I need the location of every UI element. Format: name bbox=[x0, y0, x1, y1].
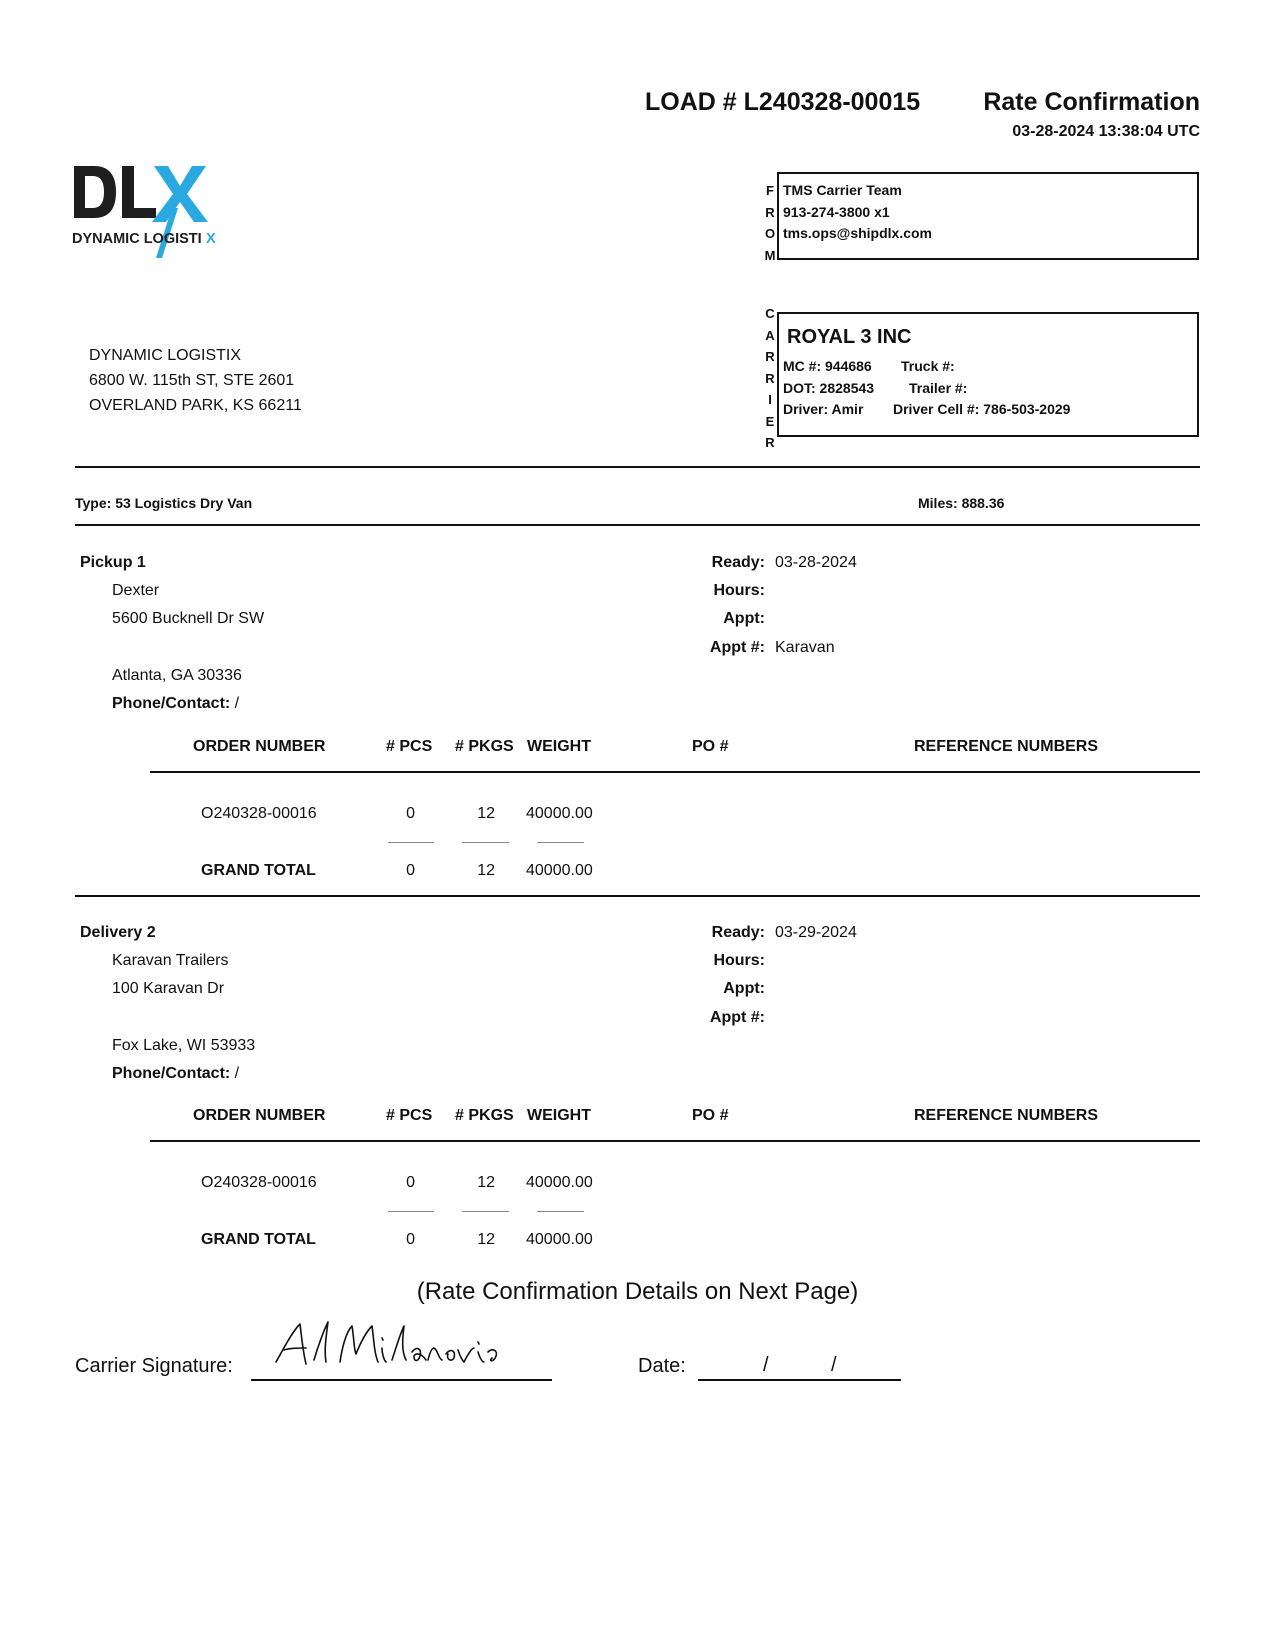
date-line bbox=[698, 1379, 901, 1381]
logo-tagline: DYNAMIC LOGISTI bbox=[72, 231, 202, 247]
subtotal-rule bbox=[537, 1211, 584, 1212]
load-number: LOAD # L240328-00015 bbox=[645, 88, 921, 116]
ready-value: 03-29-2024 bbox=[775, 924, 857, 941]
ready-label: Ready: bbox=[711, 924, 765, 941]
subtotal-rule bbox=[537, 842, 584, 843]
ready-value: 03-28-2024 bbox=[775, 554, 857, 571]
document-title: Rate Confirmation bbox=[983, 88, 1200, 116]
carrier-mc: MC #: 944686 bbox=[783, 358, 872, 374]
table-rule bbox=[150, 1140, 1200, 1142]
appt-number-value: Karavan bbox=[775, 639, 835, 656]
date-slash: / bbox=[763, 1354, 769, 1376]
from-email: tms.ops@shipdlx.com bbox=[783, 225, 933, 241]
col-pcs: # PCS bbox=[386, 738, 433, 755]
divider bbox=[75, 466, 1200, 468]
company-city: OVERLAND PARK, KS 66211 bbox=[89, 397, 302, 414]
grand-total-label: GRAND TOTAL bbox=[201, 1231, 316, 1248]
subtotal-rule bbox=[388, 1211, 434, 1212]
total-pcs: 0 bbox=[406, 1231, 415, 1248]
stop-street: 5600 Bucknell Dr SW bbox=[112, 610, 265, 627]
carrier-driver: Driver: Amir bbox=[783, 401, 864, 417]
company-address bbox=[89, 343, 302, 418]
company-street: 6800 W. 115th ST, STE 2601 bbox=[89, 372, 295, 389]
col-po: PO # bbox=[692, 738, 729, 755]
carrier-signature bbox=[270, 1318, 500, 1376]
stop-city: Fox Lake, WI 53933 bbox=[112, 1037, 256, 1054]
col-reference-numbers: REFERENCE NUMBERS bbox=[914, 738, 1099, 755]
subtotal-rule bbox=[462, 842, 509, 843]
order-pcs: 0 bbox=[406, 1174, 415, 1191]
svg-text:X: X bbox=[206, 231, 216, 247]
stop-title: Pickup 1 bbox=[80, 554, 146, 571]
carrier-side-label: C A R R I E R bbox=[765, 306, 775, 450]
stop-phone-contact: Phone/Contact: / bbox=[112, 1065, 240, 1082]
carrier-dot: DOT: 2828543 bbox=[783, 380, 875, 396]
col-order-number: ORDER NUMBER bbox=[193, 1107, 326, 1124]
stop-phone-contact: Phone/Contact: / bbox=[112, 695, 240, 712]
carrier-driver-cell: Driver Cell #: 786-503-2029 bbox=[893, 401, 1071, 417]
order-pkgs: 12 bbox=[477, 805, 495, 822]
appt-number-label: Appt #: bbox=[709, 639, 765, 656]
date-slash: / bbox=[831, 1354, 837, 1376]
hours-label: Hours: bbox=[713, 952, 765, 969]
company-name: DYNAMIC LOGISTIX bbox=[89, 347, 242, 364]
order-number: O240328-00016 bbox=[201, 1174, 317, 1191]
col-weight: WEIGHT bbox=[527, 1107, 591, 1124]
grand-total-label: GRAND TOTAL bbox=[201, 862, 316, 879]
miles: Miles: 888.36 bbox=[918, 495, 1005, 511]
col-pkgs: # PKGS bbox=[455, 1107, 514, 1124]
order-weight: 40000.00 bbox=[526, 805, 593, 822]
carrier-name: ROYAL 3 INC bbox=[787, 326, 912, 348]
total-pkgs: 12 bbox=[477, 1231, 495, 1248]
subtotal-rule bbox=[462, 1211, 509, 1212]
next-page-note: (Rate Confirmation Details on Next Page) bbox=[416, 1278, 859, 1305]
col-po: PO # bbox=[692, 1107, 729, 1124]
signature-label: Carrier Signature: bbox=[75, 1355, 233, 1377]
divider bbox=[75, 524, 1200, 526]
carrier-truck: Truck #: bbox=[901, 358, 955, 374]
appt-label: Appt: bbox=[723, 610, 765, 627]
total-weight: 40000.00 bbox=[526, 862, 593, 879]
subtotal-rule bbox=[388, 842, 434, 843]
carrier-box bbox=[777, 312, 1199, 437]
from-side-label: F R O M bbox=[764, 183, 776, 263]
appt-number-label: Appt #: bbox=[709, 1009, 765, 1026]
signature-line bbox=[251, 1379, 552, 1381]
total-pkgs: 12 bbox=[477, 862, 495, 879]
col-order-number: ORDER NUMBER bbox=[193, 738, 326, 755]
order-weight: 40000.00 bbox=[526, 1174, 593, 1191]
document-timestamp: 03-28-2024 13:38:04 UTC bbox=[1012, 123, 1200, 140]
col-pkgs: # PKGS bbox=[455, 738, 514, 755]
order-pkgs: 12 bbox=[477, 1174, 495, 1191]
stop-name: Karavan Trailers bbox=[112, 952, 229, 969]
carrier-trailer: Trailer #: bbox=[909, 380, 968, 396]
from-name: TMS Carrier Team bbox=[783, 182, 902, 198]
order-pcs: 0 bbox=[406, 805, 415, 822]
stop-city: Atlanta, GA 30336 bbox=[112, 667, 242, 684]
appt-label: Appt: bbox=[723, 980, 765, 997]
dlx-logo bbox=[72, 162, 242, 272]
total-pcs: 0 bbox=[406, 862, 415, 879]
hours-label: Hours: bbox=[713, 582, 765, 599]
from-phone: 913-274-3800 x1 bbox=[783, 203, 890, 220]
divider bbox=[75, 895, 1200, 897]
col-reference-numbers: REFERENCE NUMBERS bbox=[914, 1107, 1099, 1124]
col-pcs: # PCS bbox=[386, 1107, 433, 1124]
total-weight: 40000.00 bbox=[526, 1231, 593, 1248]
from-box bbox=[777, 172, 1199, 260]
equipment-type: Type: 53 Logistics Dry Van bbox=[75, 495, 253, 511]
stop-street: 100 Karavan Dr bbox=[112, 980, 225, 997]
date-label: Date: bbox=[638, 1355, 686, 1377]
stop-name: Dexter bbox=[112, 582, 160, 599]
col-weight: WEIGHT bbox=[527, 738, 591, 755]
ready-label: Ready: bbox=[711, 554, 765, 571]
order-number: O240328-00016 bbox=[201, 805, 317, 822]
table-rule bbox=[150, 771, 1200, 773]
stop-title: Delivery 2 bbox=[80, 924, 156, 941]
